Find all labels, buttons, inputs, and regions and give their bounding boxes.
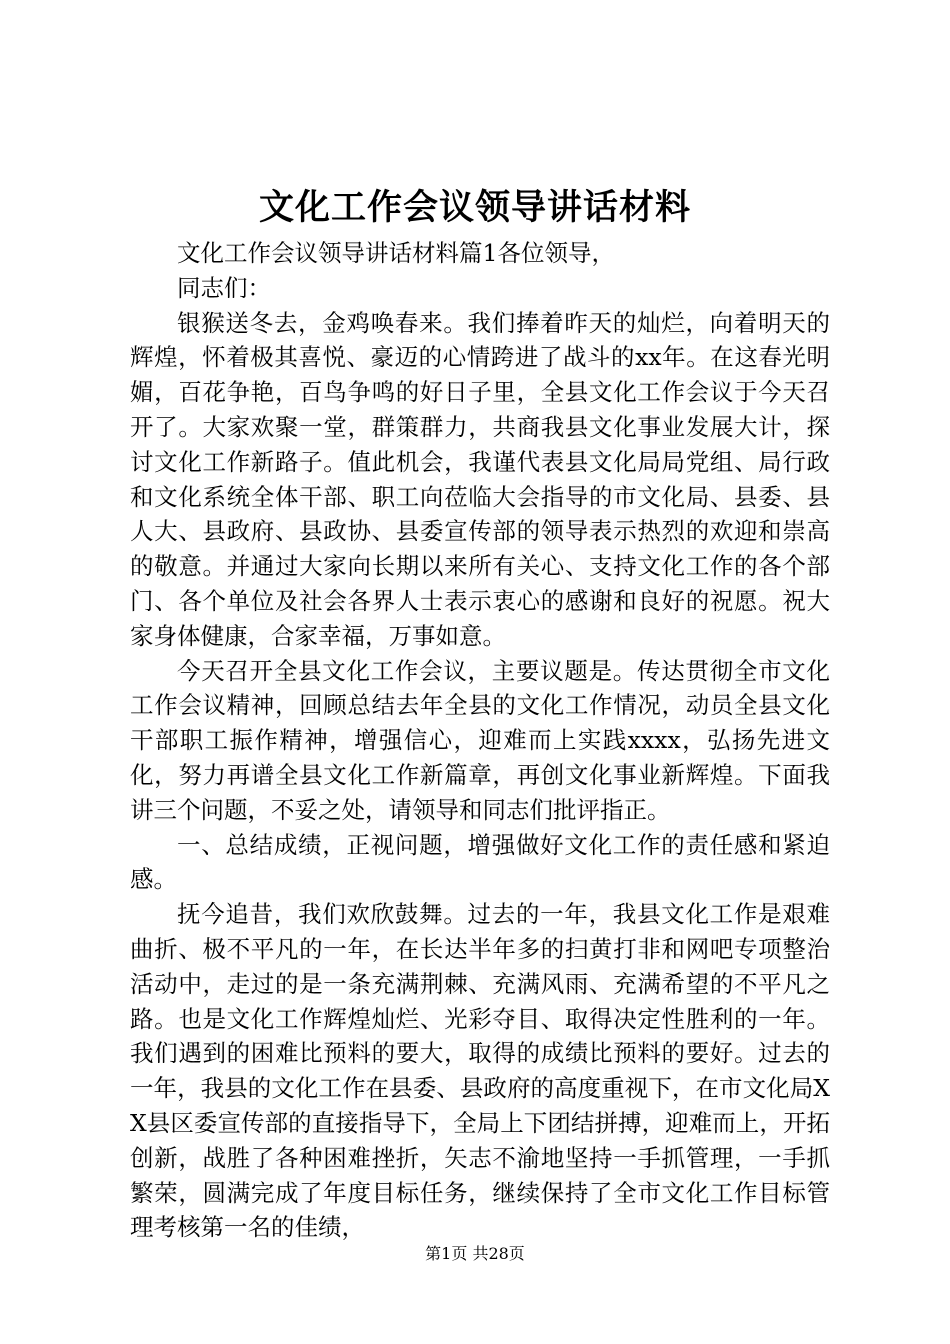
document-title: 文化工作会议领导讲话材料 <box>258 187 691 228</box>
paragraph-agenda: 今天召开全县文化工作会议，主要议题是。传达贯彻全市文化工作会议精神，回顾总结去年全县的文化工作情况，动员全县文化干部职工振作精神，增强信心，迎难而上实践xxxx，弘扬先进文化，努力再谱全县文化工作新篇章，再创文化事业新辉煌。下面我讲三个问题，不妥之处，请领导和同志们批评指正。 <box>130 656 830 824</box>
paragraph-greeting: 银猴送冬去，金鸡唤春来。我们捧着昨天的灿烂，向着明天的辉煌，怀着极其喜悦、豪迈的心情跨进了战斗的xx年。在这春光明媚，百花争艳，百鸟争鸣的好日子里，全县文化工作会议于今天召开了。大家欢聚一堂，群策群力，共商我县文化事业发展大计，探讨文化工作新路子。值此机会，我谨代表县文化局局党组、局行政和文化系统全体干部、职工向莅临大会指导的市文化局、县委、县人大、县政府、县政协、县委宣传部的领导表示热烈的欢迎和崇高的敬意。并通过大家向长期以来所有关心、支持文化工作的各个部门、各个单位及社会各界人士表示衷心的感谢和良好的祝愿。祝大家身体健康，合家幸福，万事如意。 <box>130 308 830 650</box>
paragraph-salutation: 同志们： <box>177 273 271 302</box>
page-number-footer: 第1页 共28页 <box>425 1244 525 1263</box>
paragraph-section-heading: 一、总结成绩，正视问题，增强做好文化工作的责任感和紧迫感。 <box>130 830 830 894</box>
document-body <box>130 236 830 1245</box>
paragraph-opening: 文化工作会议领导讲话材料篇1各位领导， <box>177 239 615 267</box>
paragraph-review: 抚今追昔，我们欢欣鼓舞。过去的一年，我县文化工作是艰难曲折、极不平凡的一年，在长达半年多的扫黄打非和网吧专项整治活动中，走过的是一条充满荆棘、充满风雨、充满希望的不平凡之路。也是文化工作辉煌灿烂、光彩夺目、取得决定性胜利的一年。我们遇到的困难比预料的要大，取得的成绩比预料的要好。过去的一年，我县的文化工作在县委、县政府的高度重视下，在市文化局XX县区委宣传部的直接指导下，全局上下团结拼搏，迎难而上，开拓创新，战胜了各种困难挫折，矢志不渝地坚持一手抓管理，一手抓繁荣，圆满完成了年度目标任务，继续保持了全市文化工作目标管理考核第一名的佳绩， <box>130 900 830 1242</box>
